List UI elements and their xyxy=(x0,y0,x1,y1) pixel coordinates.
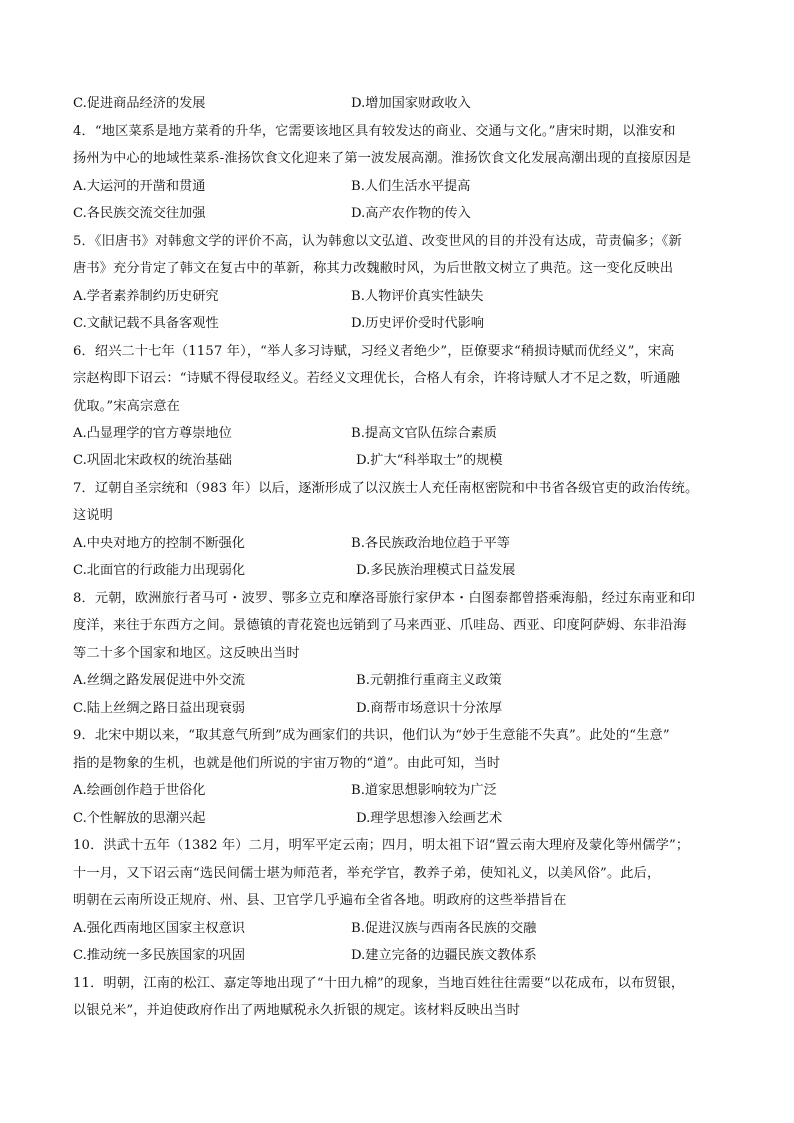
q7-option-a: A.中央对地方的控制不断强化 xyxy=(73,536,245,551)
q10-option-c: C.推动统一多民族国家的巩固 xyxy=(73,948,246,963)
q7-stem-line-2: 这说明 xyxy=(73,508,114,523)
q9-option-c: C.个性解放的思潮兴起 xyxy=(73,811,206,826)
q9-option-a: A.绘画创作趋于世俗化 xyxy=(73,783,206,798)
q11-stem-line-1: 11．明朝，江南的松江、嘉定等地出现了“十田九棉”的现象，当地百姓往往需要“以花成布，以布贸银， xyxy=(73,976,685,991)
q5-options-cd xyxy=(73,314,743,334)
q8-option-b: B.元朝推行重商主义政策 xyxy=(356,673,502,688)
q7-option-b: B.各民族政治地位趋于平等 xyxy=(351,536,510,551)
q10-option-a: A.强化西南地区国家主权意识 xyxy=(73,921,245,936)
q7-options-cd xyxy=(73,561,743,581)
q10-options-cd xyxy=(73,946,743,966)
q8-option-a: A.丝绸之路发展促进中外交流 xyxy=(73,673,245,688)
q9-stem-line-1: 9．北宋中期以来，“取其意气所到”成为画家们的共识，他们认为“妙于生意能不失真”。此处的“生意” xyxy=(73,728,670,743)
q8-option-c: C.陆上丝绸之路日益出现衰弱 xyxy=(73,701,246,716)
q4-options-cd xyxy=(73,204,743,224)
q6-option-b: B.提高文官队伍综合素质 xyxy=(351,426,497,441)
q8-options-ab xyxy=(73,671,743,691)
q10-stem-line-1: 10．洪武十五年（1382 年）二月，明军平定云南；四月，明太祖下诏“置云南大理府及蒙化等州儒学”； xyxy=(73,838,690,853)
q8-option-d: D.商帮市场意识十分浓厚 xyxy=(356,701,503,716)
q6-option-a: A.凸显理学的官方尊崇地位 xyxy=(73,426,232,441)
q5-option-c: C.文献记载不具备客观性 xyxy=(73,316,219,331)
q8-stem-line-1: 8．元朝，欧洲旅行者马可・波罗、鄂多立克和摩洛哥旅行家伊本・白图泰都曾搭乘海船，经过东南亚和印 xyxy=(73,591,696,606)
q4-option-b: B.人们生活水平提高 xyxy=(351,179,471,194)
q8-stem-line-3: 等二十多个国家和地区。这反映出当时 xyxy=(73,646,300,661)
q8-options-cd xyxy=(73,699,743,719)
q5-option-a: A.学者素养制约历史研究 xyxy=(73,289,219,304)
q6-options-cd xyxy=(73,451,743,471)
q5-option-b: B.人物评价真实性缺失 xyxy=(351,289,484,304)
q4-stem-line-2: 扬州为中心的地域性菜系-淮扬饮食文化迎来了第一波发展高潮。淮扬饮食文化发展高潮出现的直接原因是 xyxy=(73,151,692,166)
q11-stem-line-2: 以银兑米”，并迫使政府作出了两地赋税永久折银的规定。该材料反映出当时 xyxy=(73,1003,521,1018)
q3-option-c: C.促进商品经济的发展 xyxy=(73,96,206,111)
q7-option-c: C.北面官的行政能力出现弱化 xyxy=(73,563,246,578)
q6-option-d: D.扩大“科举取士”的规模 xyxy=(356,453,503,468)
q4-option-a: A.大运河的开凿和贯通 xyxy=(73,179,206,194)
q3-option-d: D.增加国家财政收入 xyxy=(351,96,471,111)
q5-stem-line-1: 5．《旧唐书》对韩愈文学的评价不高，认为韩愈以文弘道、改变世风的目的并没有达成，苛责偏多；《新 xyxy=(73,234,682,249)
q9-stem-line-2: 指的是物象的生机，也就是他们所说的宇宙万物的“道”。由此可知，当时 xyxy=(73,756,501,771)
q6-option-c: C.巩固北宋政权的统治基础 xyxy=(73,453,232,468)
q6-stem-line-1: 6．绍兴二十七年（1157 年），“举人多习诗赋，习经义者绝少”，臣僚要求“稍损诗赋而优经义”，宋高 xyxy=(73,344,675,359)
q7-options-ab xyxy=(73,534,743,554)
q7-stem-line-1: 7．辽朝自圣宗统和（983 年）以后，逐渐形成了以汉族士人充任南枢密院和中书省各级官吏的政治传统。 xyxy=(73,481,699,496)
q6-stem-line-2: 宗赵构即下诏云：“诗赋不得侵取经义。若经义文理优长，合格人有余，许将诗赋人才不足之数，听通融 xyxy=(73,371,681,386)
q5-options-ab xyxy=(73,287,743,307)
q9-options-ab xyxy=(73,781,743,801)
q8-stem-line-2: 度洋，来往于东西方之间。景德镇的青花瓷也远销到了马来西亚、爪哇岛、西亚、印度阿萨姆、东非沿海 xyxy=(73,618,687,633)
q6-stem-line-3: 优取。”宋高宗意在 xyxy=(73,399,180,414)
q5-stem-line-2: 唐书》充分肯定了韩文在复古中的革新，称其力改魏敝时风，为后世散文树立了典范。这一变化反映出 xyxy=(73,261,674,276)
q10-option-b: B.促进汉族与西南各民族的交融 xyxy=(351,921,537,936)
q10-stem-line-3: 明朝在云南所设正规府、州、县、卫官学几乎遍布全省各地。明政府的这些举措旨在 xyxy=(73,893,567,908)
q4-option-d: D.高产农作物的传入 xyxy=(351,206,471,221)
q9-option-b: B.道家思想影响较为广泛 xyxy=(351,783,497,798)
q5-option-d: D.历史评价受时代影响 xyxy=(351,316,484,331)
q7-option-d: D.多民族治理模式日益发展 xyxy=(356,563,516,578)
q3-options-cd xyxy=(73,94,743,114)
q10-options-ab xyxy=(73,919,743,939)
q4-options-ab xyxy=(73,177,743,197)
q9-option-d: D.理学思想渗入绘画艺术 xyxy=(356,811,503,826)
q4-option-c: C.各民族交流交往加强 xyxy=(73,206,206,221)
q4-stem-line-1: 4．“地区菜系是地方菜肴的升华，它需要该地区具有较发达的商业、交通与文化。”唐宋时期，以淮安和 xyxy=(73,124,676,139)
q9-options-cd xyxy=(73,809,743,829)
q6-options-ab xyxy=(73,424,743,444)
q10-stem-line-2: 十一月，又下诏云南“选民间儒士堪为师范者，举充学官，教养子弟，使知礼义，以美风俗”。此后， xyxy=(73,866,661,881)
q10-option-d: D.建立完备的边疆民族文教体系 xyxy=(351,948,537,963)
